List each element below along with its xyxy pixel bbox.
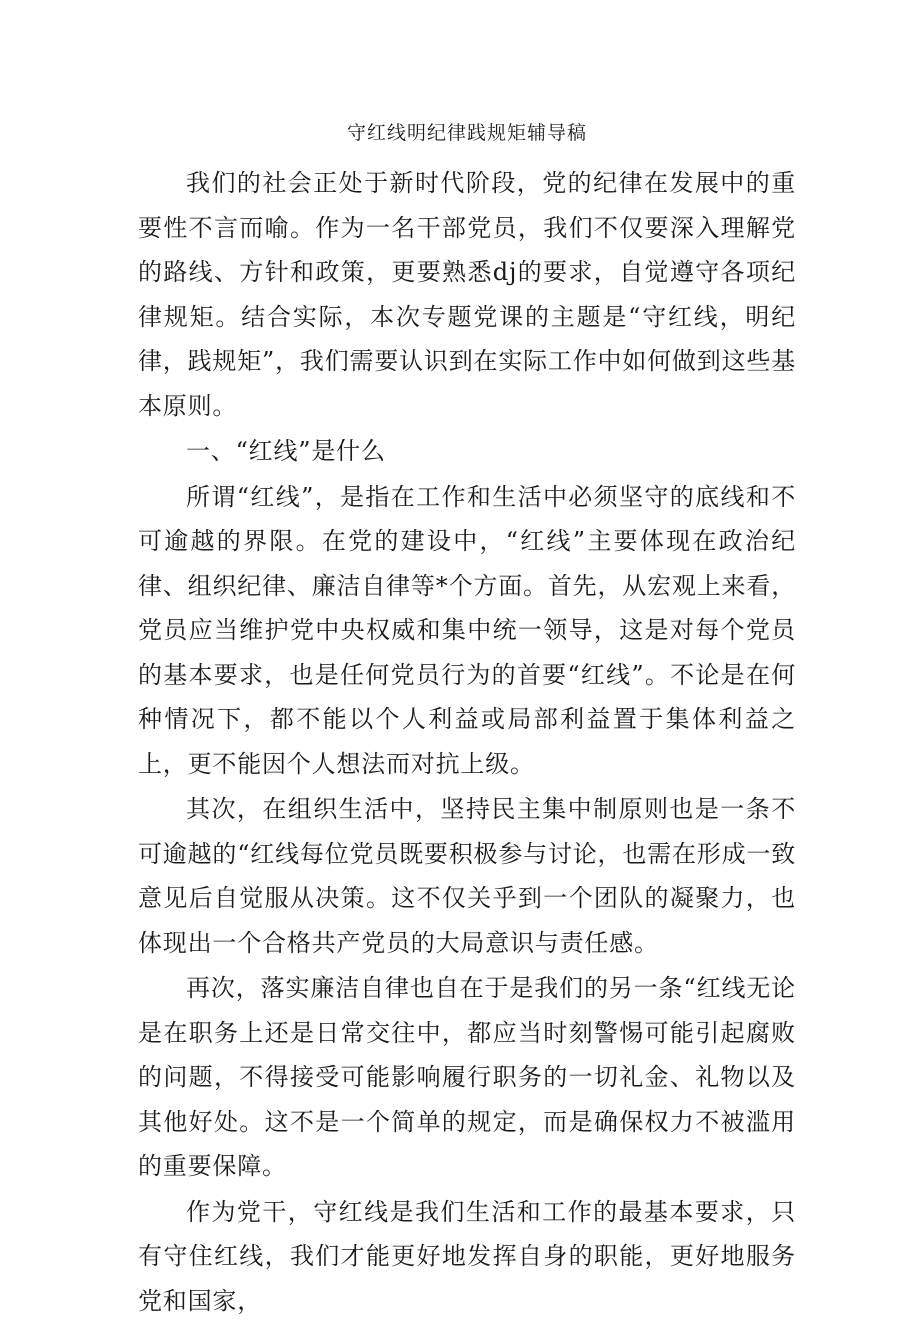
paragraph-democratic-centralism: 其次，在组织生活中，坚持民主集中制原则也是一条不可逾越的“红线每位党员既要积极参与讨论，也需在形成一致意见后自觉服从决策。这不仅关乎到一个团队的凝聚力，也体现出一个合格共产党员的大局意识与责任感。 <box>138 787 796 965</box>
paragraph-conclusion: 作为党干，守红线是我们生活和工作的最基本要求，只有守住红线，我们才能更好地发挥自身的职能，更好地服务党和国家， <box>138 1190 796 1323</box>
paragraph-integrity: 再次，落实廉洁自律也自在于是我们的另一条“红线无论是在职务上还是日常交往中，都应当时刻警惕可能引起腐败的问题，不得接受可能影响履行职务的一切礼金、礼物以及其他好处。这不是一个简单的规定，而是确保权力不被滥用的重要保障。 <box>138 966 796 1189</box>
paragraph-red-line-definition: 所谓“红线”，是指在工作和生活中必须坚守的底线和不可逾越的界限。在党的建设中，“红线”主要体现在政治纪律、组织纪律、廉洁自律等*个方面。首先，从宏观上来看，党员应当维护党中央权威和集中统一领导，这是对每个党员的基本要求，也是任何党员行为的首要“红线”。不论是在何种情况下，都不能以个人利益或局部利益置于集体利益之上，更不能因个人想法而对抗上级。 <box>138 475 796 787</box>
section-heading-red-line: 一、“红线”是什么 <box>138 429 796 474</box>
document-title: 守红线明纪律践规矩辅导稿 <box>138 117 796 149</box>
paragraph-intro: 我们的社会正处于新时代阶段，党的纪律在发展中的重要性不言而喻。作为一名干部党员，我们不仅要深入理解党的路线、方针和政策，更要熟悉dj的要求，自觉遵守各项纪律规矩。结合实际，本次专题党课的主题是“守红线，明纪律，践规矩”，我们需要认识到在实际工作中如何做到这些基本原则。 <box>138 161 796 428</box>
